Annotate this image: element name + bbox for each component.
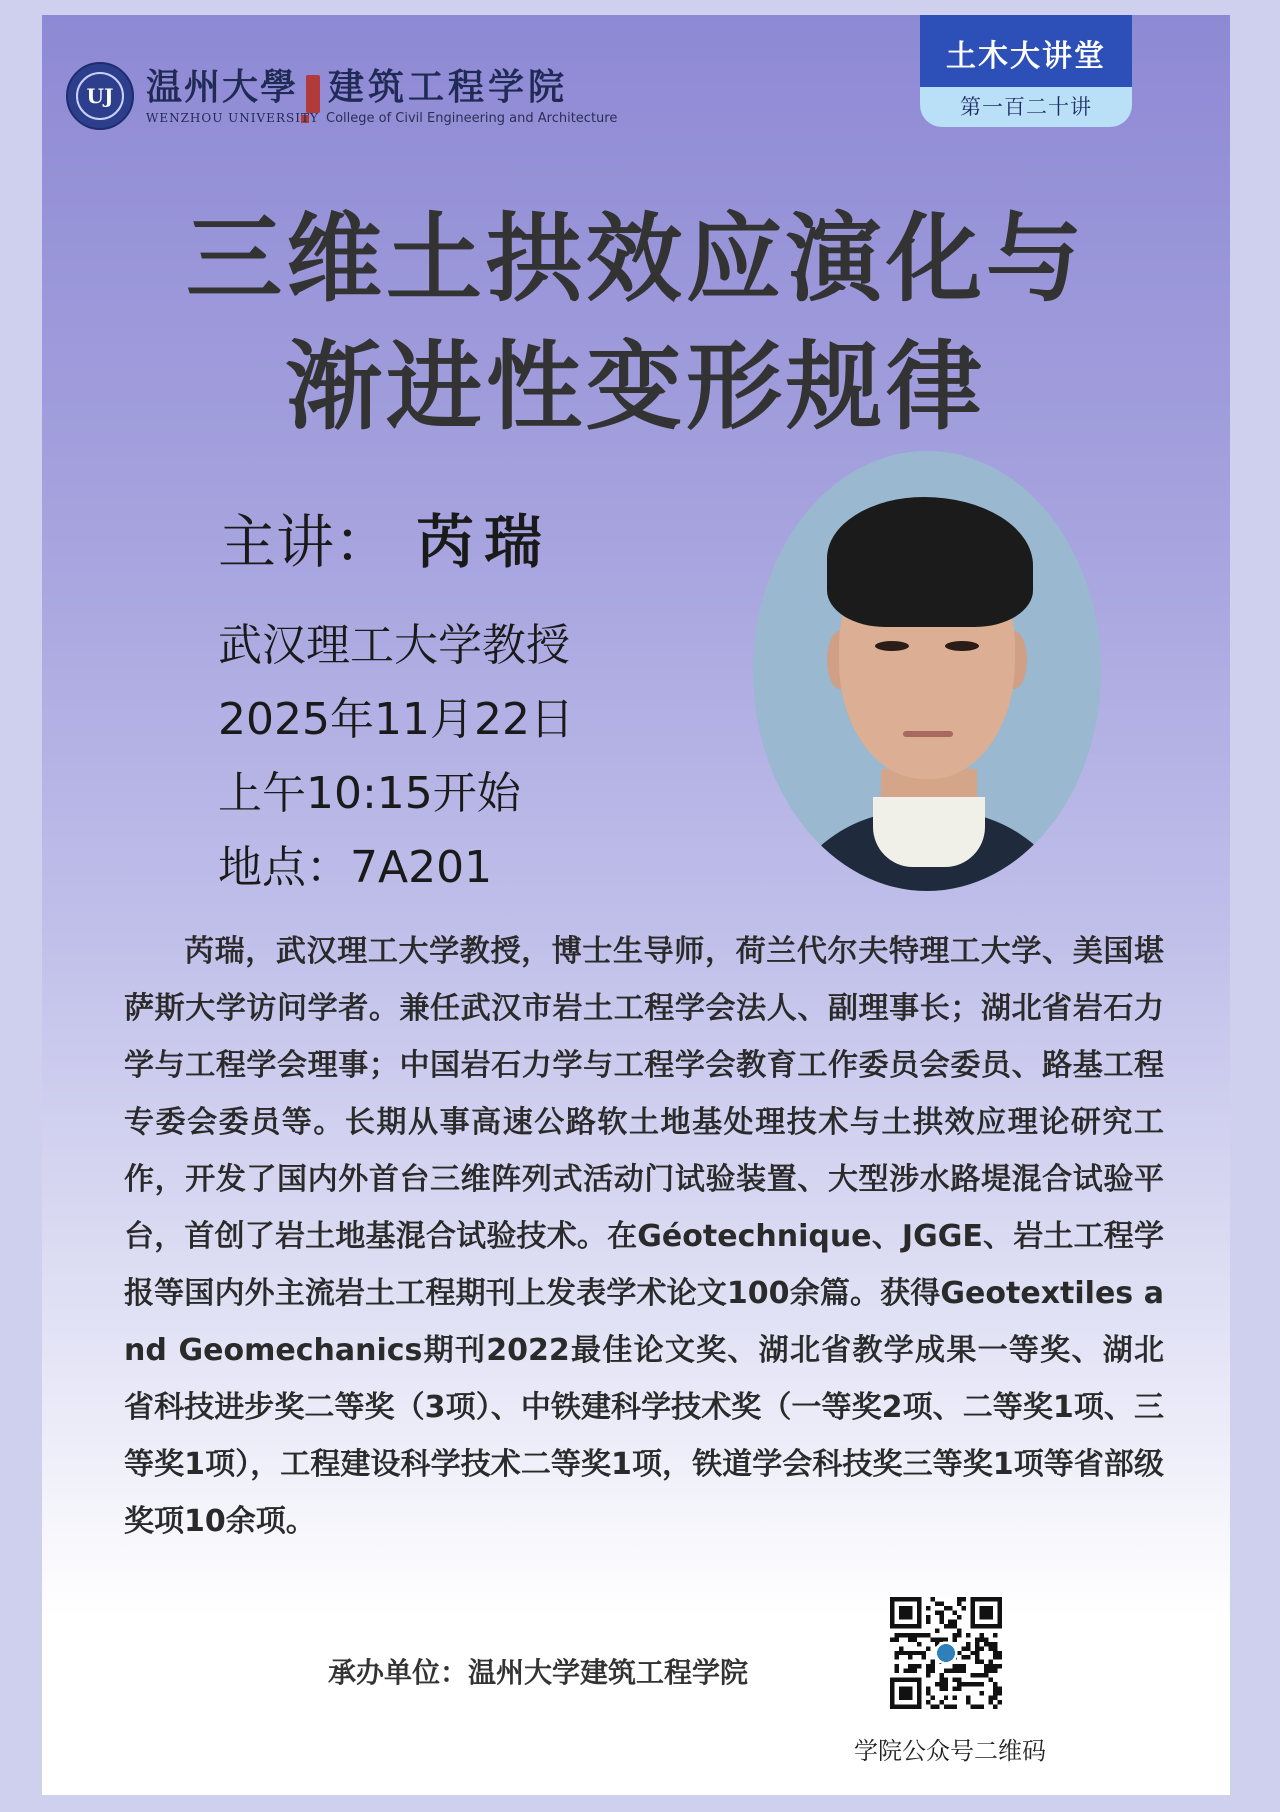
lecture-location: 地点：7A201 <box>218 842 493 893</box>
speaker-label: 主讲： <box>218 508 393 576</box>
portrait-hair <box>827 497 1033 627</box>
lecture-title-line1: 三维土拱效应演化与 <box>186 203 1086 315</box>
college-name-cn: 建筑工程学院 <box>328 66 569 108</box>
calligraphy-seal <box>306 75 320 113</box>
portrait-eye-left <box>875 641 909 651</box>
lecture-series-badge <box>920 15 1132 130</box>
qr-code-icon <box>890 1597 1002 1709</box>
university-logo <box>66 62 134 130</box>
speaker-bio: 芮瑞，武汉理工大学教授，博士生导师，荷兰代尔夫特理工大学、美国堪萨斯大学访问学者。兼任武汉市岩土工程学会法人、副理事长；湖北省岩石力学与工程学会理事；中国岩石力学与工程学会教育工作委员会委员、路基工程专委会委员等。长期从事高速公路软土地基处理技术与土拱效应理论研究工作，开发了国内外首台三维阵列式活动门试验装置、大型涉水路堤混合试验平台，首创了岩土地基混合试验技术。在Géotechnique、JGGE、岩土工程学报等国内外主流岩土工程期刊上发表学术论文100余篇。获得Geotextiles and Geomechanics期刊2022最佳论文奖、湖北省教学成果一等奖、湖北省科技进步奖二等奖（3项）、中铁建科学技术奖（一等奖2项、二等奖1项、三等奖1项），工程建设科学技术二等奖1项，铁道学会科技奖三等奖1项等省部级奖项10余项。 <box>124 934 1164 1539</box>
badge-subtitle: 第一百二十讲 <box>920 87 1132 127</box>
host-organization: 承办单位：温州大学建筑工程学院 <box>328 1656 749 1689</box>
lecture-time: 上午10:15开始 <box>218 768 521 819</box>
speaker-heading <box>218 495 552 579</box>
university-name-en: WENZHOU UNIVERSITY <box>146 111 319 125</box>
portrait-eye-right <box>945 641 979 651</box>
lecture-poster <box>42 15 1230 1795</box>
speaker-name: 芮瑞 <box>416 508 553 576</box>
lecture-title-line2: 渐进性变形规律 <box>286 331 986 443</box>
portrait-collar <box>873 797 985 867</box>
speaker-affiliation: 武汉理工大学教授 <box>218 620 570 671</box>
college-name-en: College of Civil Engineering and Architecture <box>326 111 618 126</box>
speaker-portrait <box>753 451 1101 891</box>
portrait-mouth <box>903 731 953 737</box>
qr-caption: 学院公众号二维码 <box>854 1737 1046 1765</box>
logo-mark: UJ <box>86 84 114 108</box>
lecture-date: 2025年11月22日 <box>218 694 574 745</box>
badge-title: 土木大讲堂 <box>946 39 1106 74</box>
university-name-cn: 温州大學 <box>146 66 299 108</box>
